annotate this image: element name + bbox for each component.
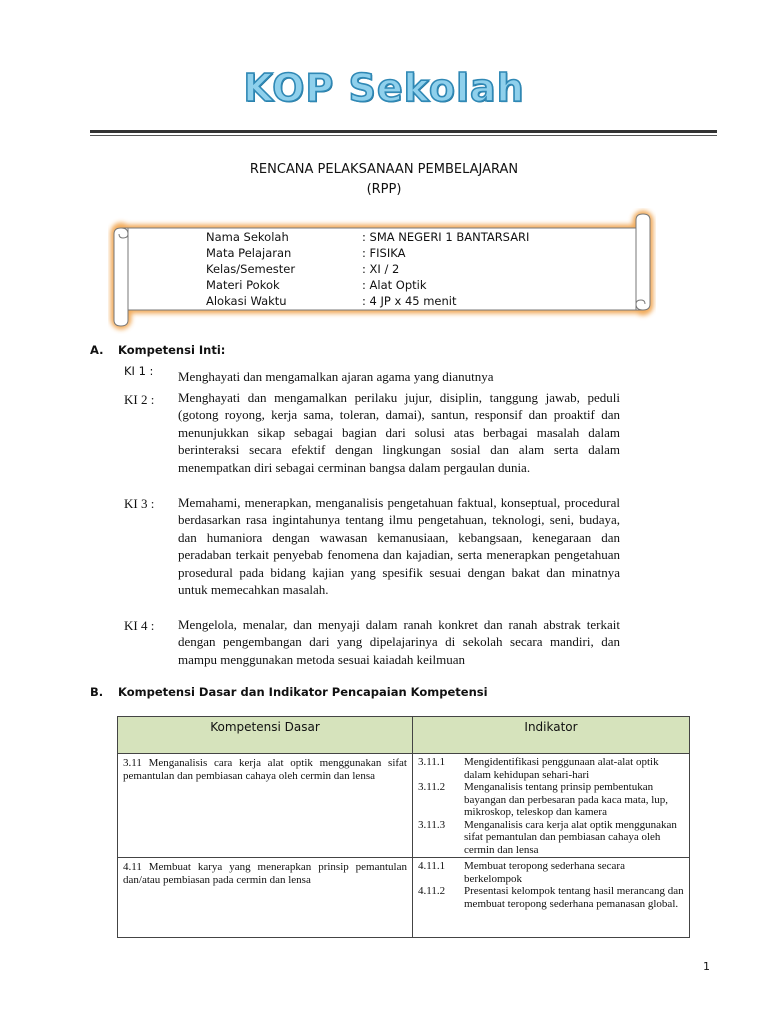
kd-cell — [118, 858, 413, 938]
ki1-text: Menghayati dan mengamalkan ajaran agama yang dianutnya — [178, 369, 494, 384]
header-indikator: Indikator — [413, 717, 690, 754]
identity-row-class — [0, 261, 768, 277]
indicator-number: 4.11.1 — [418, 860, 446, 872]
identity-value: : Alat Optik — [362, 278, 427, 292]
indicator-number: 3.11.2 — [418, 781, 446, 793]
table-row — [118, 754, 690, 858]
section-a-marker: A. — [90, 343, 104, 357]
indicator-item — [414, 885, 688, 910]
indicator-item — [414, 860, 688, 885]
indicator-cell — [413, 754, 690, 858]
indicator-text: Presentasi kelompok tentang hasil merancang dan membuat teropong sederhana pemanasan global. — [464, 885, 684, 910]
ki3-text: Memahami, menerapkan, menganalisis pengetahuan faktual, konseptual, procedural berdasarkan rasa ingintahunya tentang ilmu pengetahuan, teknologi, seni, budaya, dan humaniora dengan wawasan kemanusiaan, kebangsaan, kenegaraan dan peradaban terkait penyebab fenomena dan kajadian, serta menerapkan pengetahuan prosedural pada bidang kajian yang spesifik sesuai dengan bakat dan minatnya untuk memecahkan masalah. — [178, 495, 620, 598]
kd-text: 4.11 Membuat karya yang menerapkan prinsip pemantulan dan/atau pembiasan pada cermin dan lensa — [123, 861, 407, 886]
competency-table — [117, 716, 690, 938]
identity-value: : 4 JP x 45 menit — [362, 294, 457, 308]
indicator-text: Menganalisis cara kerja alat optik menggunakan sifat pemantulan dan pembiasan cahaya oleh cermin dan lensa — [464, 818, 677, 856]
indicator-number: 4.11.2 — [418, 885, 446, 897]
indicator-cell — [413, 858, 690, 938]
header-rule-thin — [90, 135, 717, 136]
kd-text: 3.11 Menganalisis cara kerja alat optik menggunakan sifat pemantulan dan pembiasan cahaya oleh cermin dan lensa — [123, 757, 407, 782]
section-a-title: Kompetensi Inti: — [118, 343, 226, 357]
indicator-item — [414, 819, 688, 857]
table-header-row — [118, 717, 690, 754]
ki3-label: KI 3 : — [124, 496, 155, 511]
header-kompetensi-dasar: Kompetensi Dasar — [118, 717, 413, 754]
identity-row-subject — [0, 245, 768, 261]
header-rule-thick — [90, 130, 717, 133]
doc-title: RENCANA PELAKSANAAN PEMBELAJARAN — [249, 162, 519, 177]
indicator-item — [414, 756, 688, 781]
identity-value: : XI / 2 — [362, 262, 400, 276]
indicator-text: Membuat teropong sederhana secara berkelompok — [464, 860, 625, 885]
section-b-marker: B. — [90, 685, 104, 699]
indicator-number: 3.11.1 — [418, 756, 446, 768]
school-letterhead: KOP Sekolah — [243, 66, 525, 110]
table-row — [118, 858, 690, 938]
indicator-text: Menganalisis tentang prinsip pembentukan bayangan dan perbesaran pada kaca mata, lup, mikroskop, teleskop dan kamera — [464, 781, 669, 818]
identity-value: : SMA NEGERI 1 BANTARSARI — [362, 230, 530, 244]
identity-label: Nama Sekolah — [206, 230, 289, 244]
doc-subtitle: (RPP) — [366, 182, 402, 197]
indicator-item — [414, 781, 688, 819]
ki2-label: KI 2 : — [124, 392, 155, 407]
indicator-text: Mengidentifikasi penggunaan alat-alat optik dalam kehidupan sehari-hari — [464, 756, 659, 781]
page-number: 1 — [703, 960, 710, 973]
identity-row-time — [0, 293, 768, 309]
section-b-title: Kompetensi Dasar dan Indikator Pencapaian Kompetensi — [118, 685, 488, 699]
ki4-text: Mengelola, menalar, dan menyaji dalam ranah konkret dan ranah abstrak terkait dengan pengembangan dari yang dipelajarinya di sekolah secara mandiri, dan mampu menggunakan metoda sesuai kaiadah keilmuan — [178, 617, 620, 667]
identity-label: Alokasi Waktu — [206, 294, 287, 308]
kd-cell — [118, 754, 413, 858]
identity-label: Kelas/Semester — [206, 262, 296, 276]
identity-label: Materi Pokok — [206, 278, 280, 292]
identity-label: Mata Pelajaran — [206, 246, 292, 260]
ki1-label: KI 1 : — [124, 364, 154, 378]
ki4-label: KI 4 : — [124, 618, 155, 633]
identity-row-topic — [0, 277, 768, 293]
identity-row-school — [0, 229, 768, 245]
ki2-text: Menghayati dan mengamalkan perilaku jujur, disiplin, tanggung jawab, peduli (gotong royong, kerja sama, toleran, damai), santun, responsif dan proaktif dan menunjukkan sikap sebagai bagian dari solusi atas berbagai masalah dalam berinteraksi secara efektif dengan lingkungan sosial dan alam serta dalam menempatkan diri sebagai cerminan bangsa dalam pergaulan dunia. — [178, 390, 620, 475]
indicator-number: 3.11.3 — [418, 818, 446, 831]
identity-value: : FISIKA — [362, 246, 406, 260]
